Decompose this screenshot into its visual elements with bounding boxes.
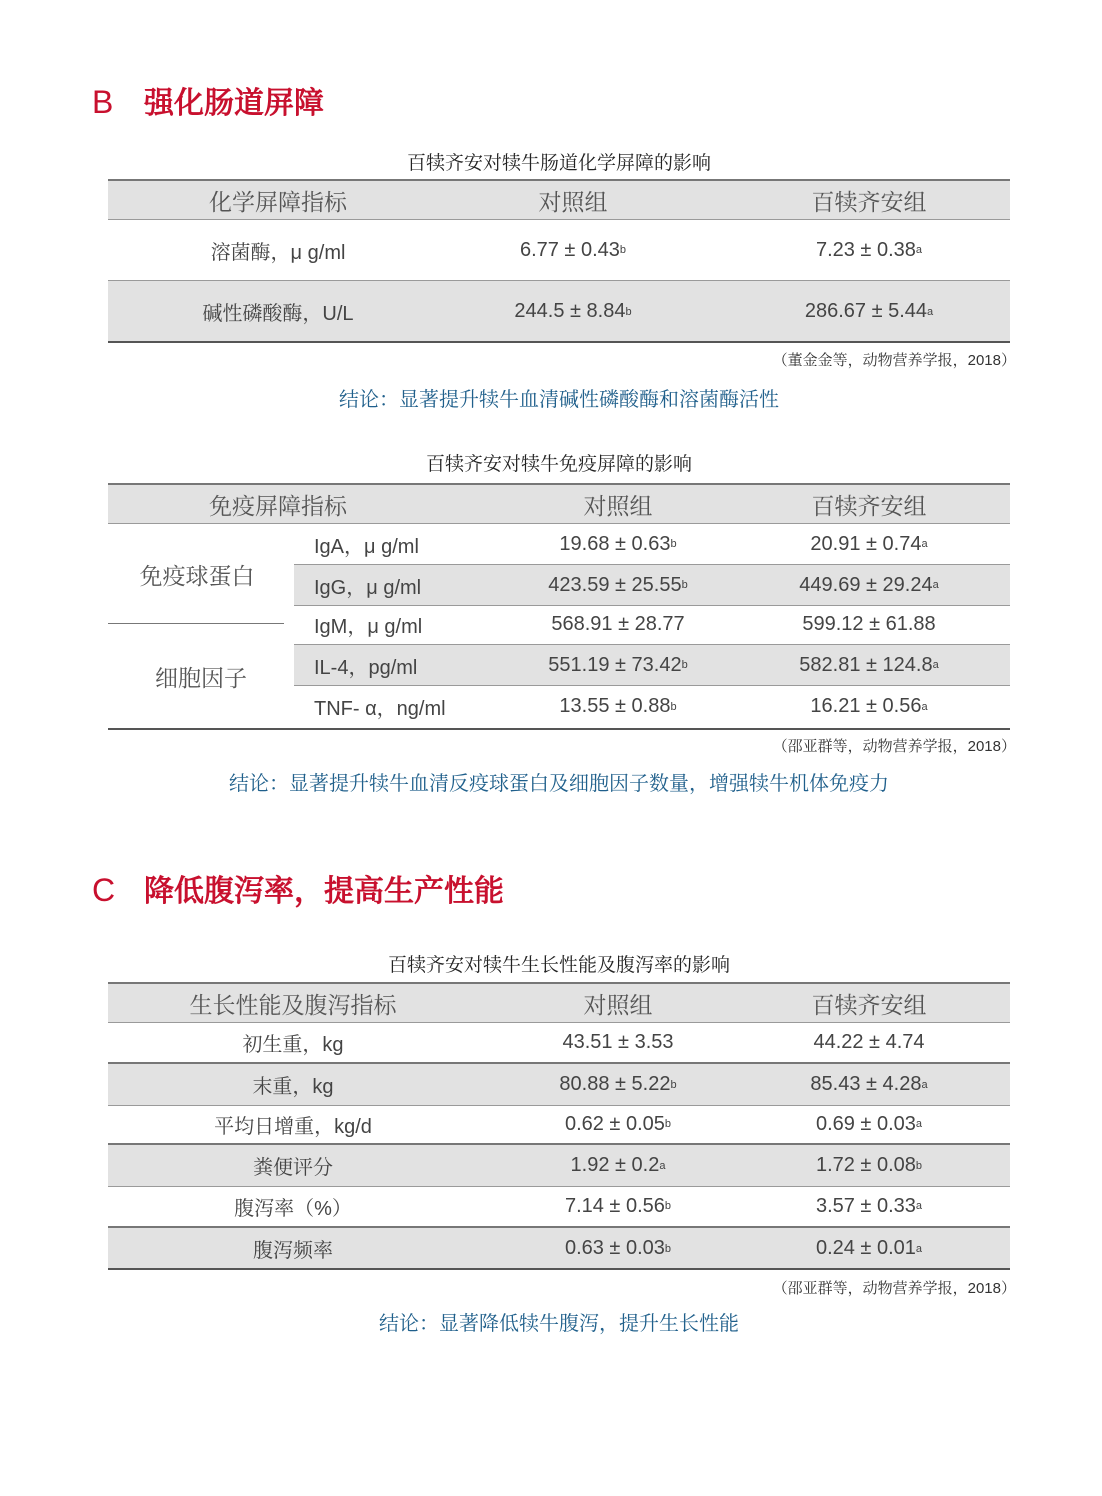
section-b-letter: B [92,84,114,120]
treatment-value: 449.69 ± 29.24 a [799,573,939,596]
treatment-value: 582.81 ± 124.8 a [799,653,939,676]
table-row [108,1226,1010,1269]
value: 13.55 ± 0.88 [559,695,671,717]
control-value: 7.14 ± 0.56 b [564,1194,672,1217]
table1-header-treatment: 百犊齐安组 [811,188,927,215]
control-value: 1.92 ± 0.2 a [570,1154,666,1176]
table-row [108,280,1010,342]
value: 582.81 ± 124.8 [799,653,933,676]
table-row [294,524,1010,564]
table-row [108,1186,1010,1226]
table1-bottom-rule [108,341,1010,343]
row-label: IgA，μ g/ml [314,535,419,558]
table-row [108,1105,1010,1143]
table3-caption: 百犊齐安对犊牛生长性能及腹泻率的影响 [387,955,730,976]
table3-source: （邵亚群等，动物营养学报，2018） [772,1280,1016,1297]
row-label: IL-4，pg/ml [314,656,418,679]
treatment-value: 20.91 ± 0.74 a [810,532,928,555]
value: 6.77 ± 0.43 [519,238,620,261]
table-row [108,1143,1010,1187]
table2-header-indicator: 免疫屏障指标 [209,492,347,519]
control-value: 13.55 ± 0.88 b [559,695,677,717]
value: 80.88 ± 5.22 [559,1073,671,1095]
row-label: 初生重，kg [242,1034,344,1056]
treatment-value [728,1023,1010,1062]
value: 3.57 ± 0.33 [815,1194,916,1217]
treatment-value: 3.57 ± 0.33 a [815,1194,923,1217]
control-value: 0.63 ± 0.03 b [564,1237,672,1259]
table1-header [108,179,1010,220]
value: 16.21 ± 0.56 [810,695,922,717]
control-value: 0.62 ± 0.05 b [564,1112,672,1135]
group-label-immunoglobulin: 免疫球蛋白 [139,562,255,589]
value: 1.72 ± 0.08 [815,1154,916,1176]
table-row [294,605,1010,644]
treatment-value: 1.72 ± 0.08 b [815,1154,923,1176]
group-label-cytokine: 细胞因子 [155,664,247,691]
row-label: 平均日增重，kg/d [214,1115,372,1138]
table3-bottom-rule [108,1268,1010,1270]
row-label: 粪便评分 [253,1157,333,1179]
section-c-heading [92,866,504,910]
table2-header [108,483,1010,524]
table-row [294,564,1010,606]
value: 0.69 ± 0.03 [815,1112,916,1135]
value: 568.91 ± 28.77 [551,613,685,635]
value: 449.69 ± 29.24 [799,573,933,596]
treatment-value [728,605,1010,644]
control-value [508,605,728,644]
section-b-heading [92,78,324,122]
row-label: 腹泻率（%） [234,1197,352,1220]
table1-header-indicator: 化学屏障指标 [209,188,347,215]
value: 286.67 ± 5.44 [804,300,928,322]
value: 19.68 ± 0.63 [559,532,671,555]
table3-header-indicator: 生长性能及腹泻指标 [189,991,397,1018]
value: 44.22 ± 4.74 [813,1031,925,1053]
table3-header [108,982,1010,1023]
control-value [508,1023,728,1062]
table1-conclusion: 结论：显著提升犊牛血清碱性磷酸酶和溶菌酶活性 [339,389,779,411]
value: 7.14 ± 0.56 [564,1194,665,1217]
value: 244.5 ± 8.84 [514,300,626,322]
control-value: 80.88 ± 5.22 b [559,1073,677,1095]
value: 599.12 ± 61.88 [802,613,936,635]
section-b-title: 强化肠道屏障 [144,87,324,120]
table-row [108,220,1010,280]
table1-caption: 百犊齐安对犊牛肠道化学屏障的影响 [406,153,711,174]
table-row [108,1023,1010,1062]
value: 0.62 ± 0.05 [564,1112,665,1135]
value: 43.51 ± 3.53 [562,1031,674,1053]
row-label: TNF- α，ng/ml [314,698,446,720]
table3 [108,982,1010,1270]
value: 0.24 ± 0.01 [815,1237,916,1259]
table1-header-control: 对照组 [538,188,608,215]
row-label: 碱性磷酸酶，U/L [202,303,354,325]
table2 [108,483,1010,731]
table2-header-control: 对照组 [583,492,653,519]
value: 0.63 ± 0.03 [564,1237,665,1259]
table-row [108,1062,1010,1106]
value: 7.23 ± 0.38 [815,238,916,261]
table2-source: （邵亚群等，动物营养学报，2018） [772,738,1016,755]
control-value: 19.68 ± 0.63 b [559,532,677,555]
table1-source: （董金金等，动物营养学报，2018） [772,352,1016,369]
treatment-value: 286.67 ± 5.44 a [804,300,934,322]
value: 423.59 ± 25.55 [548,573,682,596]
treatment-value: 7.23 ± 0.38 a [815,238,923,261]
control-value: 6.77 ± 0.43 b [519,238,627,261]
row-label: 末重，kg [252,1076,334,1098]
table3-header-treatment: 百犊齐安组 [811,991,927,1018]
table3-conclusion: 结论：显著降低犊牛腹泻，提升生长性能 [379,1313,739,1335]
table-row [294,685,1010,728]
section-c-title: 降低腹泻率，提高生产性能 [144,875,504,908]
row-label: IgM，μ g/ml [314,616,423,638]
treatment-value: 16.21 ± 0.56 a [810,695,928,717]
treatment-value: 85.43 ± 4.28 a [810,1073,928,1095]
treatment-value: 0.24 ± 0.01 a [815,1237,923,1259]
value: 1.92 ± 0.2 [570,1154,660,1176]
control-value: 423.59 ± 25.55 b [548,573,688,596]
value: 85.43 ± 4.28 [810,1073,922,1095]
treatment-value: 0.69 ± 0.03 a [815,1112,923,1135]
control-value: 244.5 ± 8.84 b [514,300,632,322]
table2-conclusion: 结论：显著提升犊牛血清反疫球蛋白及细胞因子数量，增强犊牛机体免疫力 [229,773,889,795]
table3-header-control: 对照组 [583,991,653,1018]
row-label: 腹泻频率 [253,1240,333,1262]
control-value: 551.19 ± 73.42 b [548,653,688,676]
table-row [294,644,1010,686]
table2-header-treatment: 百犊齐安组 [811,492,927,519]
table1 [108,179,1010,343]
value: 551.19 ± 73.42 [548,653,682,676]
table2-caption: 百犊齐安对犊牛免疫屏障的影响 [425,454,692,475]
section-c-letter: C [92,872,116,908]
row-label: 溶菌酶，μ g/ml [210,241,346,264]
row-label: IgG，μ g/ml [314,576,422,599]
table2-bottom-rule [108,728,1010,730]
value: 20.91 ± 0.74 [810,532,922,555]
